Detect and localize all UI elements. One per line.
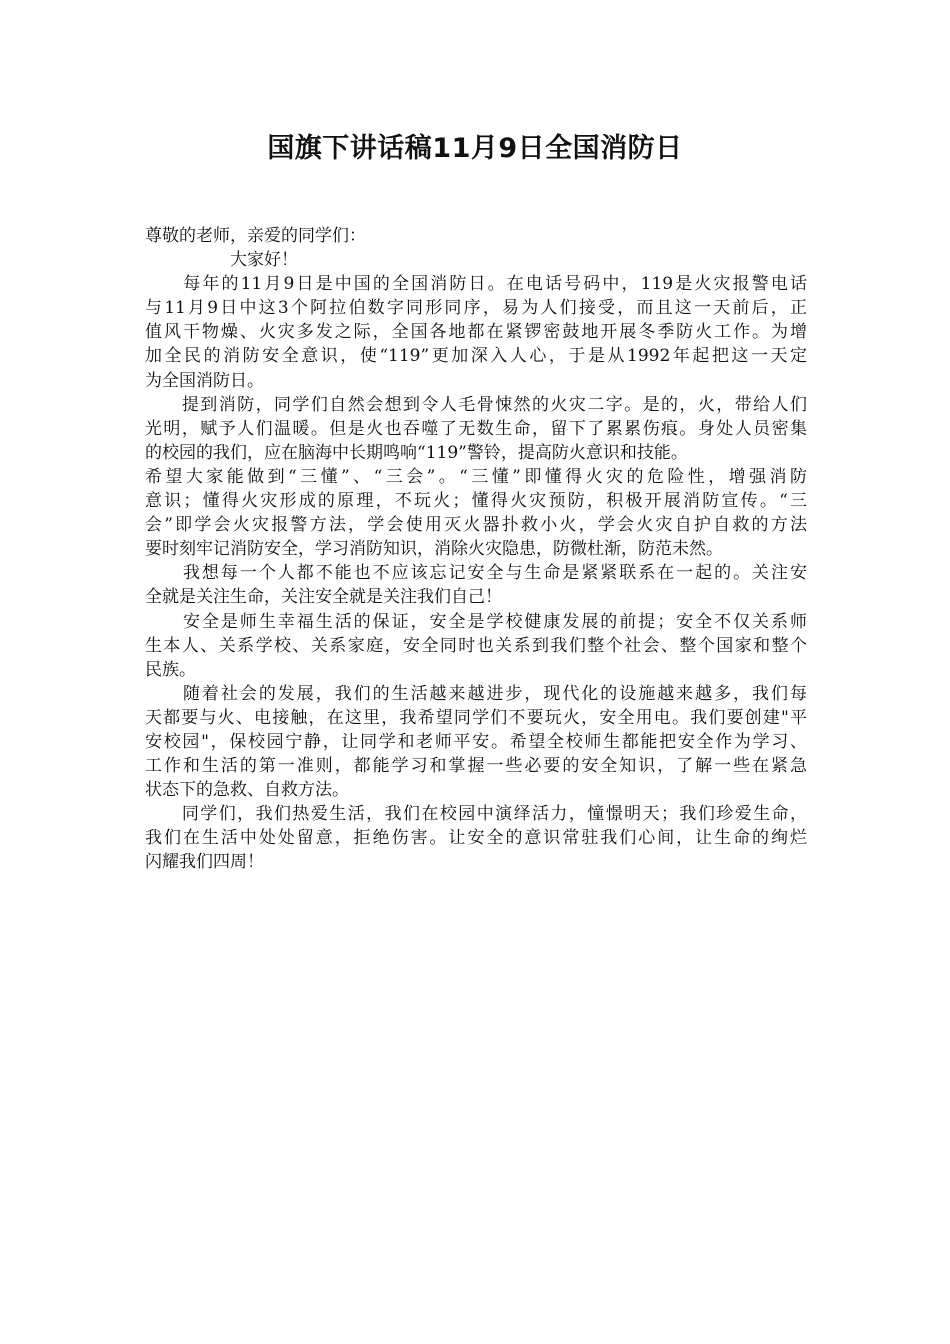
body-line: 的校园的我们，应在脑海中长期鸣响“119”警铃，提高防火意识和技能。 [145,442,688,463]
body-line: 民族。 [145,659,196,680]
body-line: 要时刻牢记消防安全，学习消防知识，消除火灾隐患，防微杜渐，防范未然。 [145,539,723,560]
body-line: 生本人、关系学校、关系家庭，安全同时也关系到我们整个社会、整个国家和整个 [145,635,807,656]
body-line: 工作和生活的第一准则，都能学习和掌握一些必要的安全知识，了解一些在紧急 [145,756,807,777]
body-line: 光明，赋予人们温暖。但是火也吞噬了无数生命，留下了累累伤痕。身处人员密集 [145,418,807,439]
body-line: 安全是师生幸福生活的保证，安全是学校健康发展的前提；安全不仅关系师 [145,611,807,632]
body-line: 安校园"，保校园宁静，让同学和老师平安。希望全校师生都能把安全作为学习、 [145,731,807,752]
body-line: 天都要与火、电接触，在这里，我希望同学们不要玩火，安全用电。我们要创建"平 [145,707,807,728]
body-line: 状态下的急救、自救方法。 [145,780,349,801]
body-line: 全就是关注生命，关注安全就是关注我们自己！ [145,587,502,608]
document-body [145,224,807,875]
document-title: 国旗下讲话稿11月9日全国消防日 [267,133,683,164]
body-line: 会”即学会火灾报警方法，学会使用灭火器扑救小火，学会火灾自护自救的方法 [145,515,807,536]
body-line: 提到消防，同学们自然会想到令人毛骨悚然的火灾二字。是的，火，带给人们 [145,394,807,415]
body-line: 希望大家能做到“三懂”、“三会”。“三懂”即懂得火灾的危险性，增强消防 [145,466,807,487]
body-line: 与11月9日中这3个阿拉伯数字同形同序，易为人们接受，而且这一天前后，正 [145,298,807,319]
body-line: 我想每一个人都不能也不应该忘记安全与生命是紧紧联系在一起的。关注安 [145,563,807,584]
body-line: 随着社会的发展，我们的生活越来越进步，现代化的设施越来越多，我们每 [145,683,807,704]
body-line: 闪耀我们四周！ [145,852,264,873]
body-line: 加全民的消防安全意识，使“119”更加深入人心，于是从1992年起把这一天定 [145,346,807,367]
greeting-line: 大家好！ [145,250,298,271]
body-line: 为全国消防日。 [145,370,264,391]
salutation-line: 尊敬的老师，亲爱的同学们： [145,226,366,246]
body-line: 同学们，我们热爱生活，我们在校园中演绎活力，憧憬明天；我们珍爱生命， [145,804,807,825]
body-line: 每年的11月9日是中国的全国消防日。在电话号码中，119是火灾报警电话 [145,274,807,295]
body-line: 我们在生活中处处留意，拒绝伤害。让安全的意识常驻我们心间，让生命的绚烂 [145,828,807,849]
body-line: 意识；懂得火灾形成的原理，不玩火；懂得火灾预防，积极开展消防宣传。“三 [145,491,807,512]
body-line: 值风干物燥、火灾多发之际，全国各地都在紧锣密鼓地开展冬季防火工作。为增 [145,322,807,343]
